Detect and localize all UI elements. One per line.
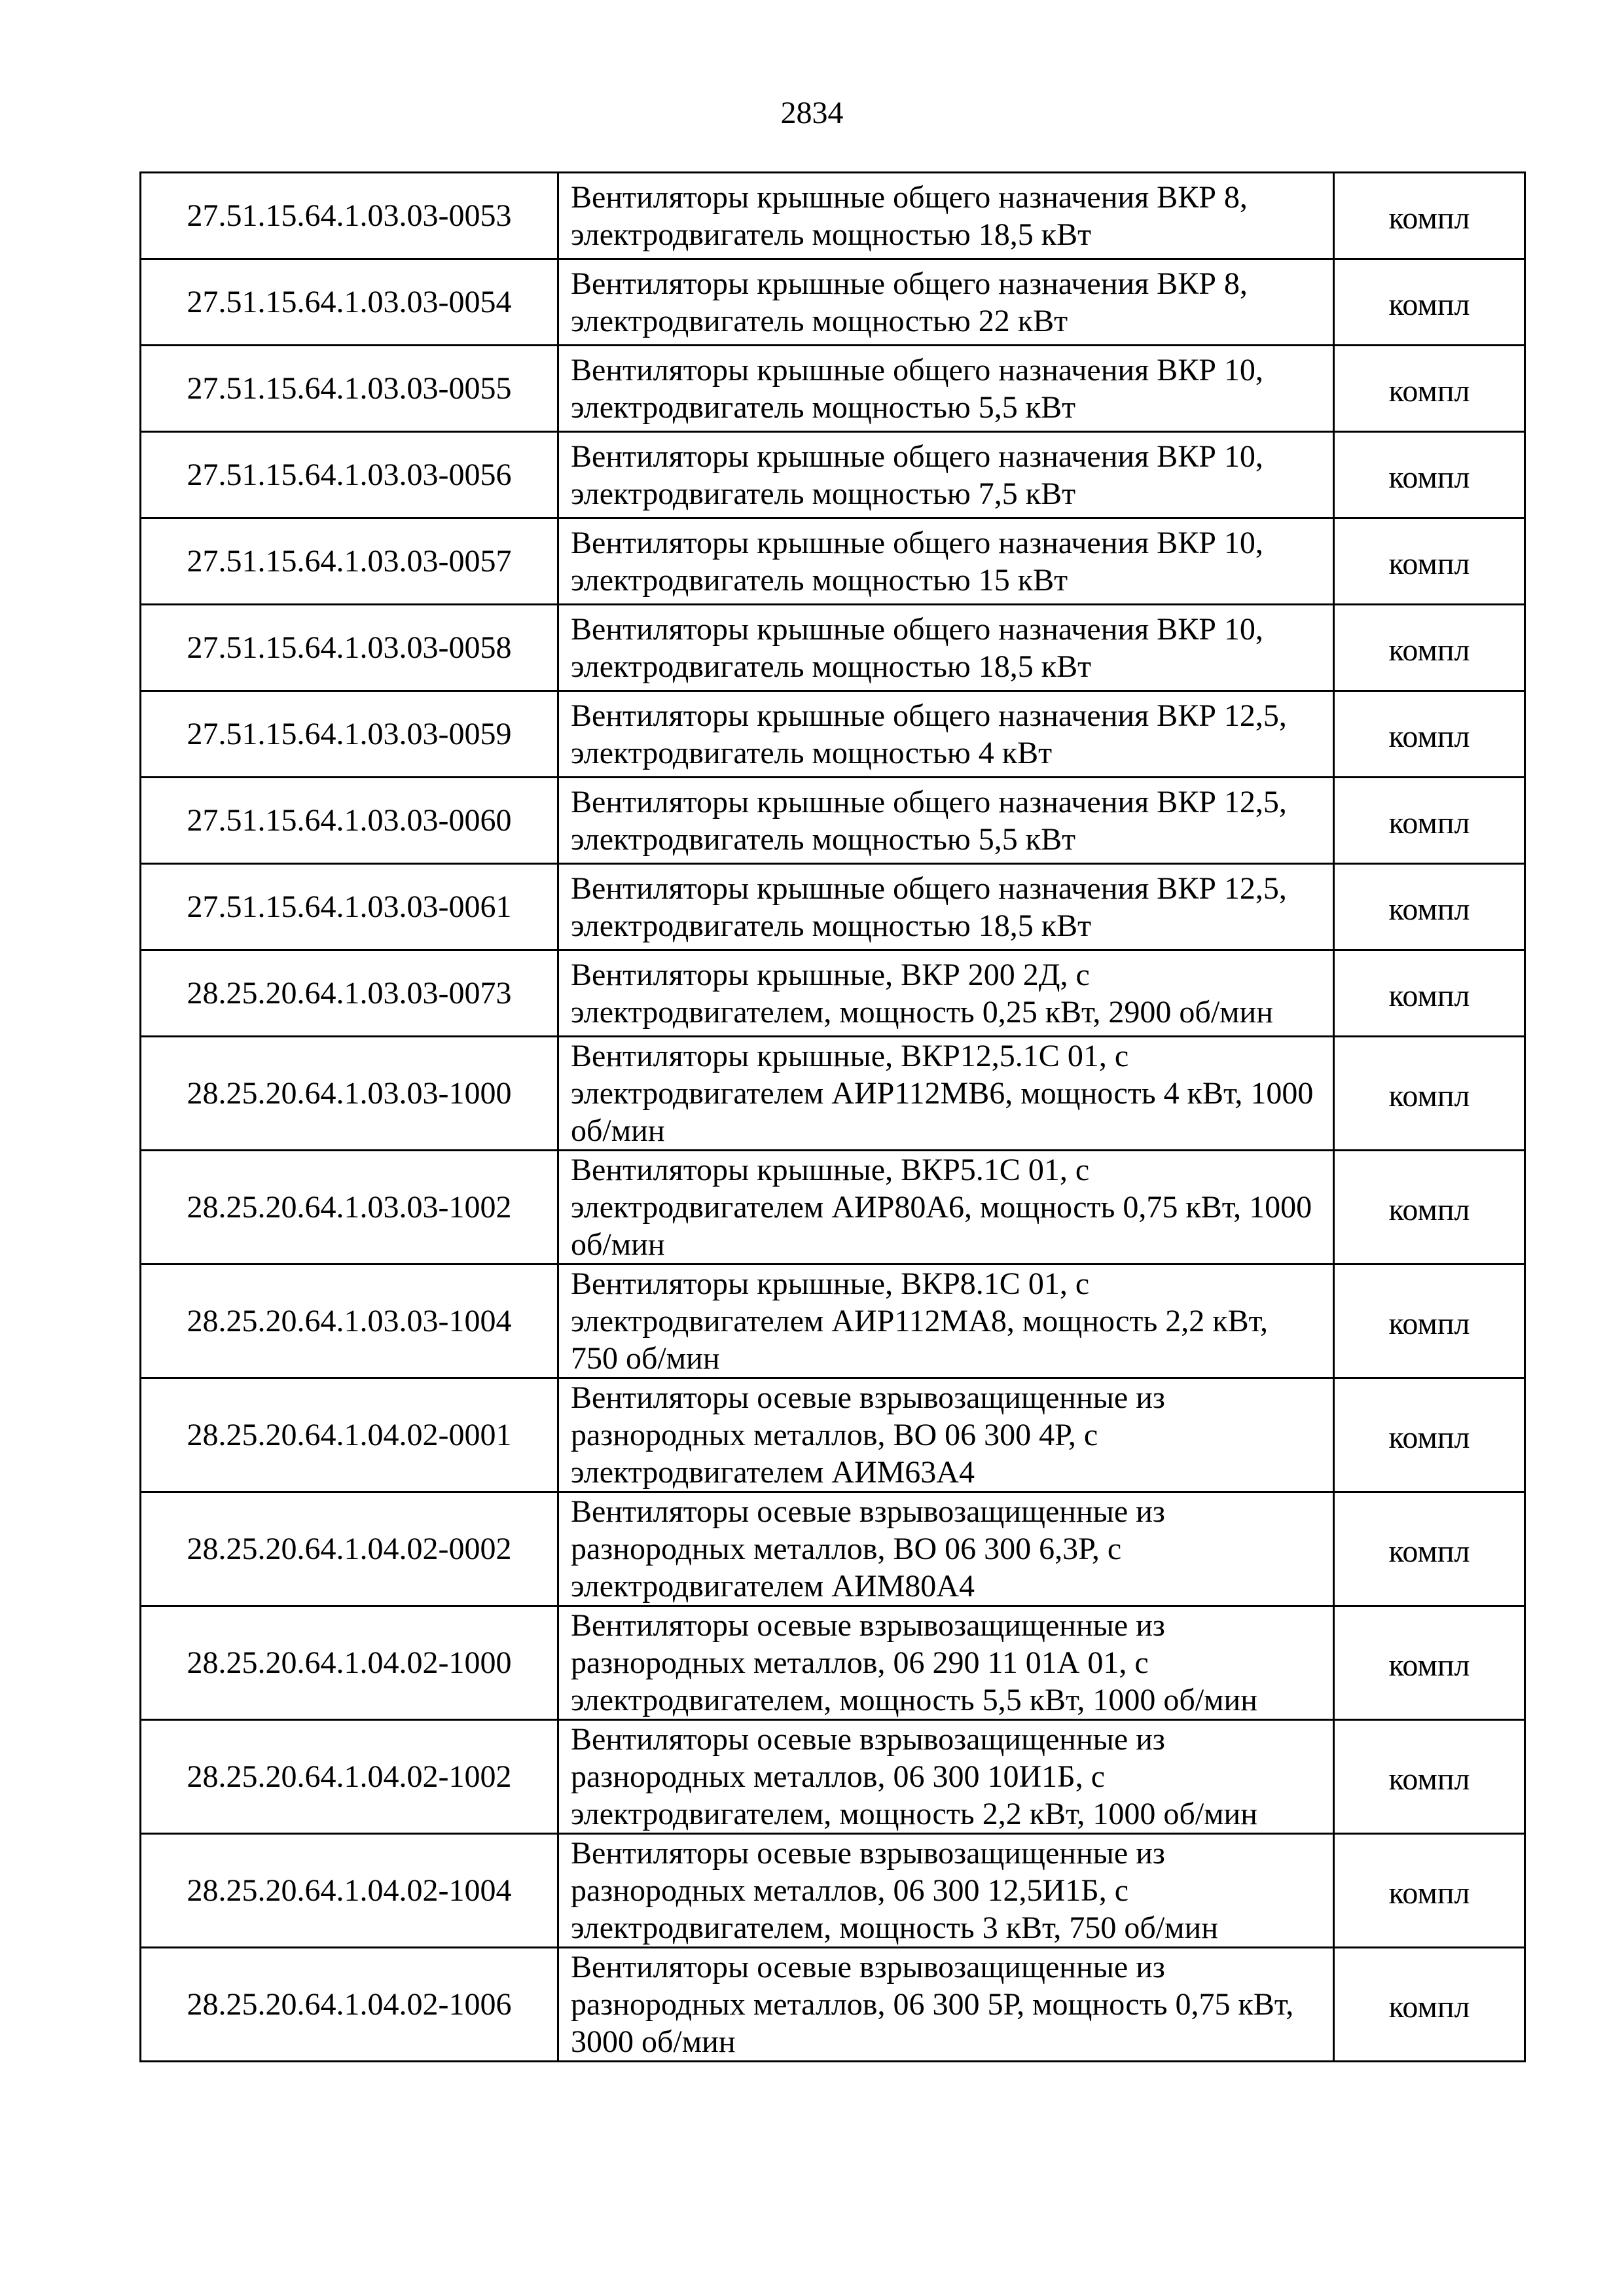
resource-code: 28.25.20.64.1.04.02-1006 — [141, 1948, 558, 2062]
unit-of-measure: компл — [1388, 1306, 1470, 1341]
unit-cell — [1334, 950, 1525, 1037]
table-row — [141, 1492, 1525, 1606]
unit-cell — [1334, 1720, 1525, 1834]
table-row — [141, 778, 1525, 864]
resource-description: Вентиляторы осевые взрывозащищенные из разнородных металлов, 06 300 12,5И1Б, с электродвигателем, мощность 3 кВт, 750 об/мин — [558, 1834, 1334, 1948]
table-row — [141, 1037, 1525, 1151]
unit-cell — [1334, 346, 1525, 432]
resource-code: 28.25.20.64.1.03.03-0073 — [141, 950, 558, 1037]
table-row — [141, 1720, 1525, 1834]
table-row — [141, 1834, 1525, 1948]
table-row — [141, 1606, 1525, 1720]
unit-of-measure: компл — [1388, 201, 1470, 236]
unit-of-measure: компл — [1388, 1534, 1470, 1569]
table-row — [141, 864, 1525, 950]
unit-of-measure: компл — [1388, 1762, 1470, 1797]
resource-code: 27.51.15.64.1.03.03-0059 — [141, 691, 558, 778]
resource-code: 27.51.15.64.1.03.03-0056 — [141, 432, 558, 518]
resource-code: 27.51.15.64.1.03.03-0054 — [141, 259, 558, 346]
page-number: 2834 — [780, 96, 844, 130]
resource-description: Вентиляторы крышные общего назначения ВКР 12,5, электродвигатель мощностью 4 кВт — [558, 691, 1334, 778]
resource-description: Вентиляторы крышные общего назначения ВКР 10, электродвигатель мощностью 7,5 кВт — [558, 432, 1334, 518]
resource-code: 27.51.15.64.1.03.03-0057 — [141, 518, 558, 605]
unit-of-measure: компл — [1388, 460, 1470, 495]
resource-description: Вентиляторы крышные общего назначения ВКР 10, электродвигатель мощностью 5,5 кВт — [558, 346, 1334, 432]
unit-cell — [1334, 1606, 1525, 1720]
table-row — [141, 432, 1525, 518]
unit-of-measure: компл — [1388, 287, 1470, 322]
unit-of-measure: компл — [1388, 719, 1470, 754]
resource-code: 27.51.15.64.1.03.03-0061 — [141, 864, 558, 950]
resource-code: 28.25.20.64.1.04.02-0001 — [141, 1378, 558, 1492]
unit-cell — [1334, 1037, 1525, 1151]
unit-cell — [1334, 1151, 1525, 1265]
unit-cell — [1334, 518, 1525, 605]
resource-code: 27.51.15.64.1.03.03-0053 — [141, 173, 558, 259]
unit-of-measure: компл — [1388, 1876, 1470, 1910]
unit-cell — [1334, 778, 1525, 864]
resource-description: Вентиляторы крышные, ВКР12,5.1С 01, с электродвигателем АИР112МВ6, мощность 4 кВт, 1000 об/мин — [558, 1037, 1334, 1151]
unit-cell — [1334, 691, 1525, 778]
resource-description: Вентиляторы крышные общего назначения ВКР 12,5, электродвигатель мощностью 18,5 кВт — [558, 864, 1334, 950]
table-row — [141, 1378, 1525, 1492]
table-row — [141, 518, 1525, 605]
resource-description: Вентиляторы крышные общего назначения ВКР 8, электродвигатель мощностью 22 кВт — [558, 259, 1334, 346]
resource-description: Вентиляторы осевые взрывозащищенные из разнородных металлов, ВО 06 300 4Р, с электродвигателем АИМ63А4 — [558, 1378, 1334, 1492]
resource-table — [139, 171, 1526, 2062]
unit-of-measure: компл — [1388, 892, 1470, 927]
table-row — [141, 1265, 1525, 1378]
resource-description: Вентиляторы осевые взрывозащищенные из разнородных металлов, 06 300 5Р, мощность 0,75 кВт, 3000 об/мин — [558, 1948, 1334, 2062]
unit-cell — [1334, 864, 1525, 950]
resource-code: 27.51.15.64.1.03.03-0058 — [141, 605, 558, 691]
resource-code: 27.51.15.64.1.03.03-0055 — [141, 346, 558, 432]
table-row — [141, 691, 1525, 778]
resource-description: Вентиляторы крышные общего назначения ВКР 8, электродвигатель мощностью 18,5 кВт — [558, 173, 1334, 259]
table-row — [141, 1151, 1525, 1265]
resource-code: 28.25.20.64.1.04.02-0002 — [141, 1492, 558, 1606]
resource-code: 28.25.20.64.1.03.03-1002 — [141, 1151, 558, 1265]
unit-of-measure: компл — [1388, 1648, 1470, 1683]
unit-cell — [1334, 1378, 1525, 1492]
resource-description: Вентиляторы крышные общего назначения ВКР 10, электродвигатель мощностью 15 кВт — [558, 518, 1334, 605]
resource-description: Вентиляторы осевые взрывозащищенные из разнородных металлов, 06 300 10И1Б, с электродвигателем, мощность 2,2 кВт, 1000 об/мин — [558, 1720, 1334, 1834]
unit-of-measure: компл — [1388, 374, 1470, 408]
table-row — [141, 605, 1525, 691]
unit-of-measure: компл — [1388, 1420, 1470, 1455]
resource-code: 28.25.20.64.1.04.02-1002 — [141, 1720, 558, 1834]
unit-of-measure: компл — [1388, 1193, 1470, 1227]
unit-of-measure: компл — [1388, 1079, 1470, 1113]
resource-code: 28.25.20.64.1.04.02-1000 — [141, 1606, 558, 1720]
resource-description: Вентиляторы крышные общего назначения ВКР 12,5, электродвигатель мощностью 5,5 кВт — [558, 778, 1334, 864]
resource-description: Вентиляторы крышные, ВКР8.1С 01, с электродвигателем АИР112МА8, мощность 2,2 кВт, 750 об/мин — [558, 1265, 1334, 1378]
table-row — [141, 950, 1525, 1037]
unit-of-measure: компл — [1388, 547, 1470, 581]
unit-cell — [1334, 1492, 1525, 1606]
unit-cell — [1334, 432, 1525, 518]
resource-description: Вентиляторы осевые взрывозащищенные из разнородных металлов, ВО 06 300 6,3Р, с электродвигателем АИМ80А4 — [558, 1492, 1334, 1606]
unit-cell — [1334, 1834, 1525, 1948]
unit-of-measure: компл — [1388, 978, 1470, 1013]
resource-description: Вентиляторы осевые взрывозащищенные из разнородных металлов, 06 290 11 01А 01, с электродвигателем, мощность 5,5 кВт, 1000 об/мин — [558, 1606, 1334, 1720]
table-row — [141, 346, 1525, 432]
resource-description: Вентиляторы крышные, ВКР 200 2Д, с электродвигателем, мощность 0,25 кВт, 2900 об/мин — [558, 950, 1334, 1037]
unit-cell — [1334, 173, 1525, 259]
resource-code: 28.25.20.64.1.03.03-1000 — [141, 1037, 558, 1151]
unit-cell — [1334, 1948, 1525, 2062]
unit-of-measure: компл — [1388, 1990, 1470, 2024]
resource-code: 28.25.20.64.1.03.03-1004 — [141, 1265, 558, 1378]
unit-cell — [1334, 605, 1525, 691]
resource-code: 27.51.15.64.1.03.03-0060 — [141, 778, 558, 864]
resource-code: 28.25.20.64.1.04.02-1004 — [141, 1834, 558, 1948]
resource-description: Вентиляторы крышные, ВКР5.1С 01, с электродвигателем АИР80А6, мощность 0,75 кВт, 1000 об/мин — [558, 1151, 1334, 1265]
table-row — [141, 1948, 1525, 2062]
table-row — [141, 259, 1525, 346]
resource-description: Вентиляторы крышные общего назначения ВКР 10, электродвигатель мощностью 18,5 кВт — [558, 605, 1334, 691]
table-row — [141, 173, 1525, 259]
unit-of-measure: компл — [1388, 806, 1470, 840]
unit-cell — [1334, 1265, 1525, 1378]
unit-of-measure: компл — [1388, 633, 1470, 668]
unit-cell — [1334, 259, 1525, 346]
